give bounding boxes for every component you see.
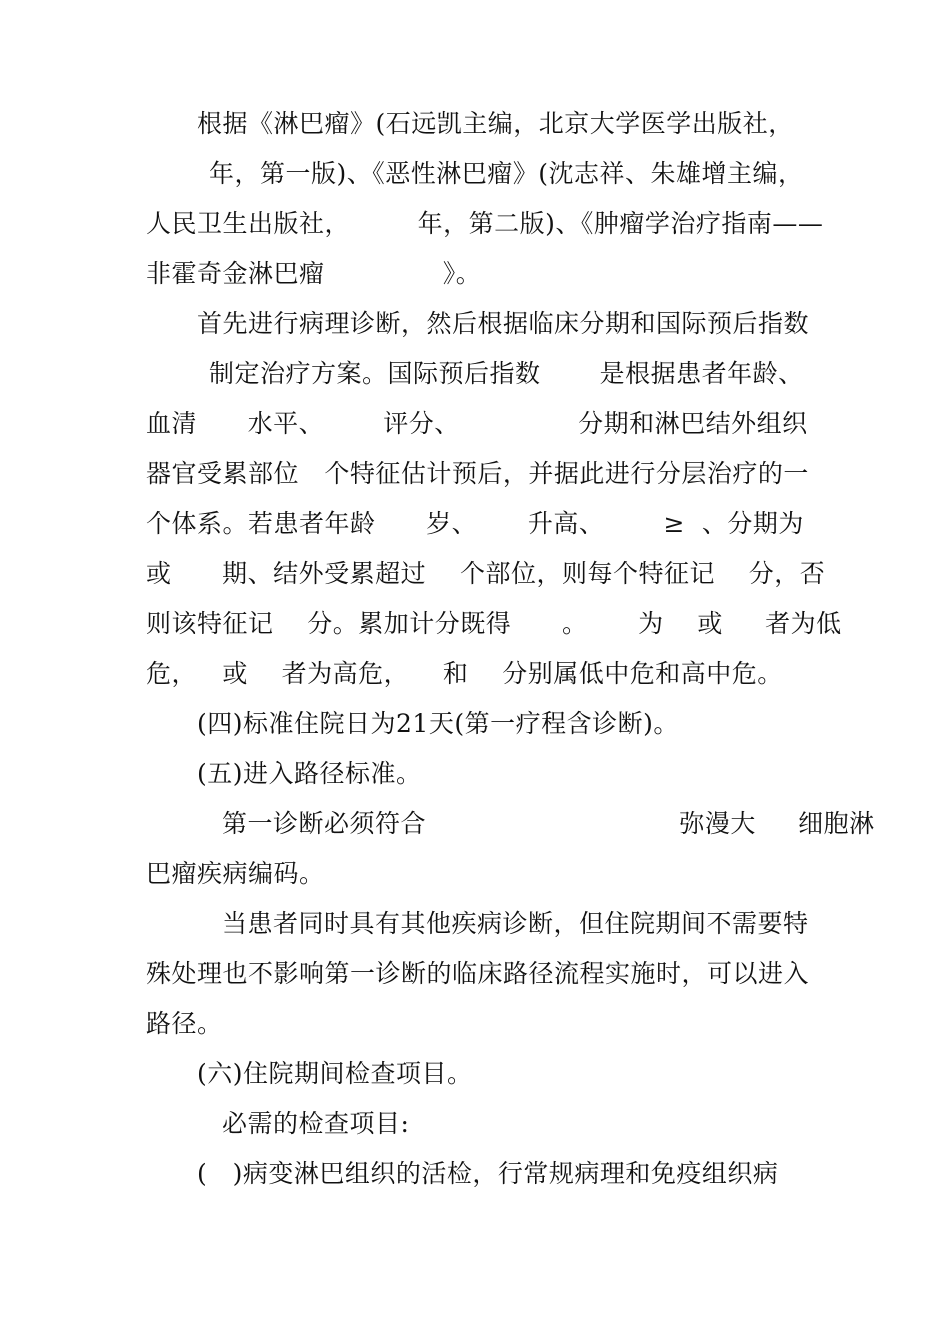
text-line-22: ( )病变淋巴组织的活检，行常规病理和免疫组织病 (197, 1159, 779, 1188)
text-line-5: 首先进行病理诊断，然后根据临床分期和国际预后指数 (197, 309, 810, 338)
text-line-8: 器官受累部位 个特征估计预后，并据此进行分层治疗的一 (146, 459, 809, 488)
text-line-2: 年，第一版)、《恶性淋巴瘤》(沈志祥、朱雄增主编， (209, 159, 804, 188)
text-line-4: 非霍奇金淋巴瘤 》。 (146, 259, 482, 288)
text-line-17: 当患者同时具有其他疾病诊断，但住院期间不需要特 (222, 909, 809, 938)
text-line-12: 危， 或 者为高危， 和 分别属低中危和高中危。 (146, 659, 783, 688)
text-line-15: 第一诊断必须符合 弥漫大 细胞淋 (222, 809, 875, 838)
text-line-1: 根据《淋巴瘤》(石远凯主编，北京大学医学出版社， (197, 109, 794, 138)
text-line-6: 制定治疗方案。国际预后指数 是根据患者年龄、 (209, 359, 804, 388)
text-line-18: 殊处理也不影响第一诊断的临床路径流程实施时，可以进入 (146, 959, 810, 988)
text-line-11: 则该特征记 分。累加计分既得 。 为 或 者为低 (146, 609, 842, 638)
text-line-7: 血清 水平、 评分、 分期和淋巴结外组织 (146, 409, 808, 438)
text-line-21: 必需的检查项目: (222, 1109, 410, 1138)
text-line-9: 个体系。若患者年龄 岁、 升高、 ≥ 、分期为 (146, 509, 804, 538)
section-heading-4: (四)标准住院日为21天(第一疗程含诊断)。 (197, 709, 679, 738)
text-line-10: 或 期、结外受累超过 个部位，则每个特征记 分，否 (146, 559, 826, 588)
text-line-16: 巴瘤疾病编码。 (146, 859, 325, 888)
text-line-3: 人民卫生出版社， 年，第二版)、《肿瘤学治疗指南—— (146, 209, 824, 238)
text-line-19: 路径。 (146, 1009, 223, 1038)
section-heading-5: (五)进入路径标准。 (197, 759, 422, 788)
section-heading-6: (六)住院期间检查项目。 (197, 1059, 473, 1088)
